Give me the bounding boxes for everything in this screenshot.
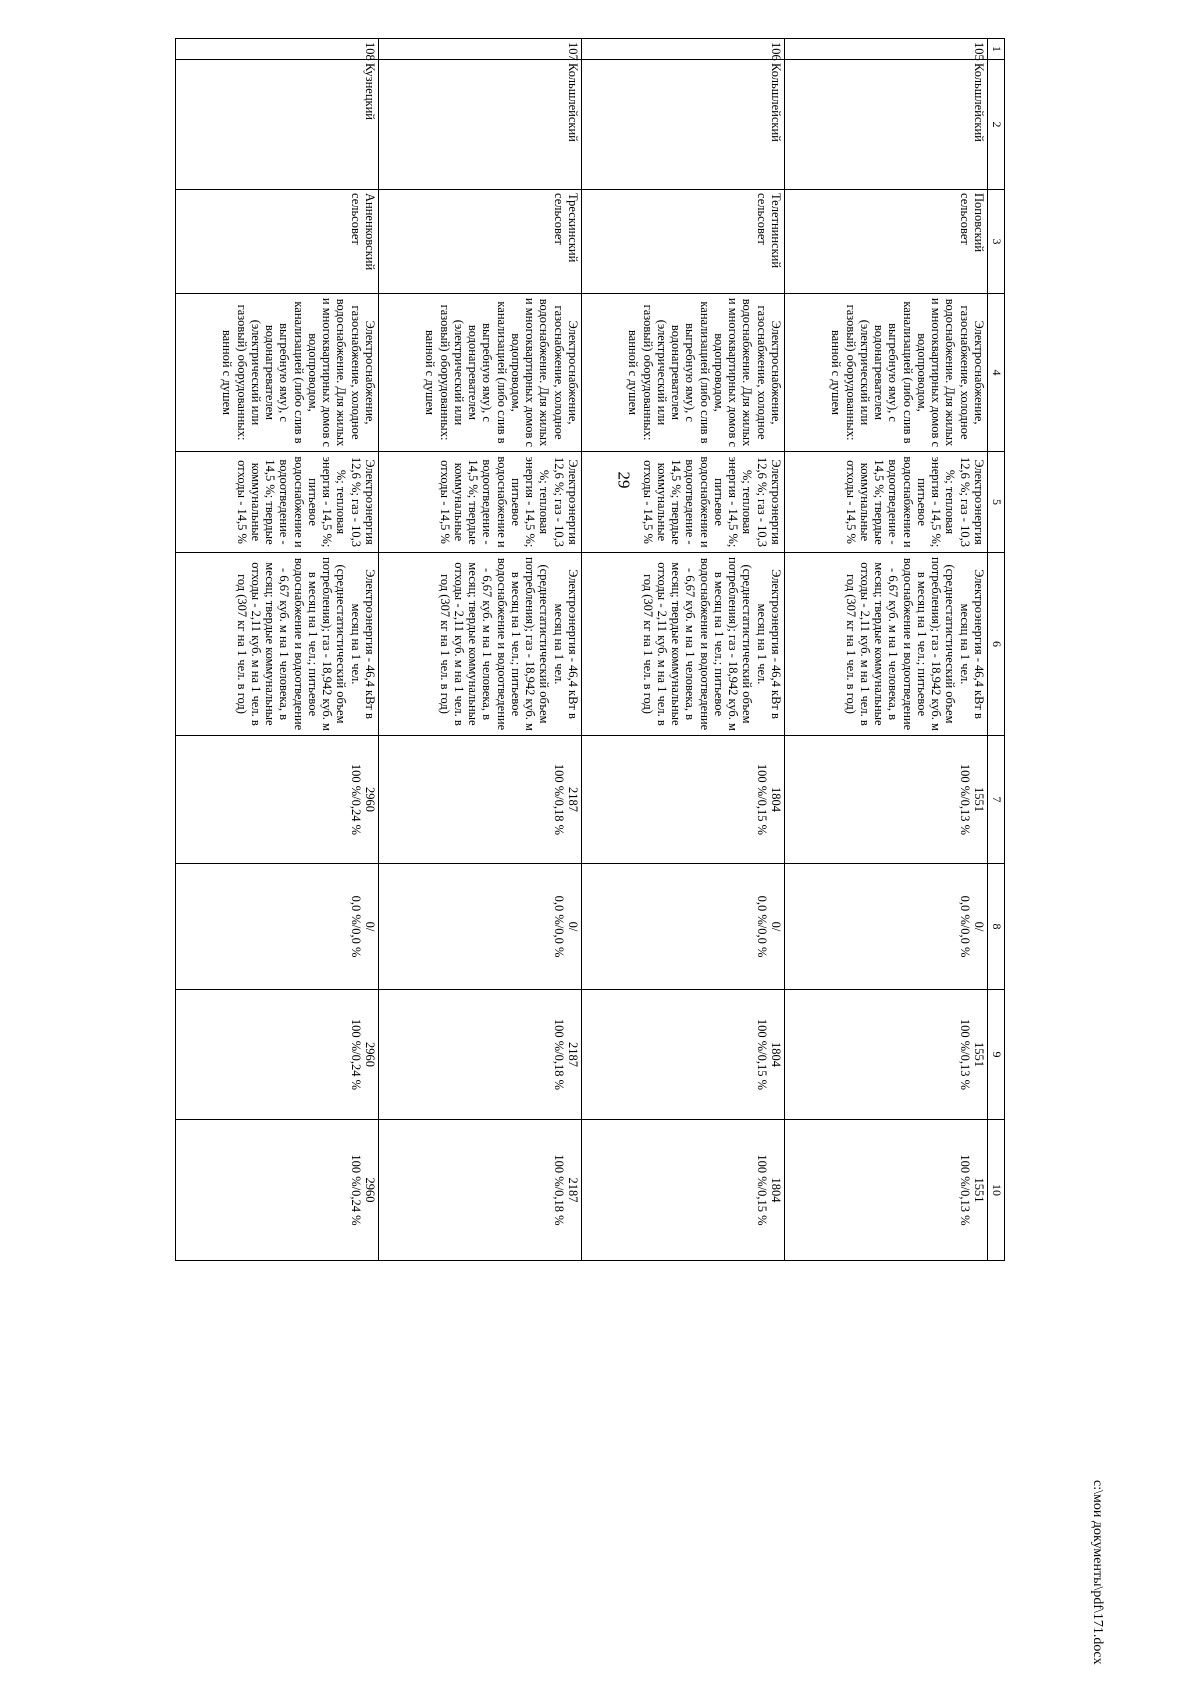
value-cell: 2187 100 %/0,18 % bbox=[378, 990, 581, 1120]
rotated-page bbox=[175, 38, 1005, 1260]
services-cell: Электроснабжение, газоснабжение, холодное водоснабжение. Для жилых и многоквартирных домов с водопроводом, канализацией (либо слив в выгребную яму), с водонагревателем (электрический или газовый) оборудованных: ванной с душем bbox=[176, 294, 379, 452]
value-cell: 1551 100 %/0,13 % bbox=[784, 736, 987, 864]
row-number: 108 bbox=[176, 39, 379, 60]
district-cell: Кольшлейский bbox=[784, 60, 987, 190]
value-cell: 2187 100 %/0,18 % bbox=[378, 1120, 581, 1261]
value-cell: 1804 100 %/0,15 % bbox=[581, 1120, 784, 1261]
norms-cell: Электроэнергия - 46,4 кВт в месяц на 1 чел. (среднестатистический объем потребления); газ - 18,942 куб. м в месяц на 1 чел.; питьевое водоснабжение и водоотведение - 6,67 куб. м на 1 человека, в месяц; твердые коммунальные отходы - 2,11 куб. м на 1 чел. в год (307 кг на 1 чел. в год) bbox=[784, 553, 987, 736]
norms-cell: Электроэнергия - 46,4 кВт в месяц на 1 чел. (среднестатистический объем потребления); газ - 18,942 куб. м в месяц на 1 чел.; питьевое водоснабжение и водоотведение - 6,67 куб. м на 1 человека, в месяц; твердые коммунальные отходы - 2,11 куб. м на 1 чел. в год (307 кг на 1 чел. в год) bbox=[581, 553, 784, 736]
council-cell: Телетнинский сельсовет bbox=[581, 190, 784, 294]
shares-cell: Электроэнергия 12,6 %; газ - 10,3 %; тепловая энергия - 14,5 %; питьевое водоснабжение и водоотведение - 14,5 %; твердые коммунальные отходы - 14,5 % bbox=[784, 452, 987, 553]
value-cell: 0/ 0,0 %/0,0 % bbox=[581, 864, 784, 990]
shares-cell: Электроэнергия 12,6 %; газ - 10,3 %; тепловая энергия - 14,5 %; питьевое водоснабжение и водоотведение - 14,5 %; твердые коммунальные отходы - 14,5 % bbox=[176, 452, 379, 553]
district-cell: Кольшлейский bbox=[581, 60, 784, 190]
col-header: 3 bbox=[987, 190, 1004, 294]
council-cell: Поповский сельсовет bbox=[784, 190, 987, 294]
value-cell: 1551 100 %/0,13 % bbox=[784, 990, 987, 1120]
row-number: 106 bbox=[581, 39, 784, 60]
value-cell: 2960 100 %/0,24 % bbox=[176, 736, 379, 864]
value-cell: 2960 100 %/0,24 % bbox=[176, 990, 379, 1120]
services-cell: Электроснабжение, газоснабжение, холодное водоснабжение. Для жилых и многоквартирных домов с водопроводом, канализацией (либо слив в выгребную яму), с водонагревателем (электрический или газовый) оборудованных: ванной с душем bbox=[784, 294, 987, 452]
services-cell: Электроснабжение, газоснабжение, холодное водоснабжение. Для жилых и многоквартирных домов с водопроводом, канализацией (либо слив в выгребную яму), с водонагревателем (электрический или газовый) оборудованных: ванной с душем bbox=[378, 294, 581, 452]
value-cell: 2960 100 %/0,24 % bbox=[176, 1120, 379, 1261]
page-number: 29 bbox=[614, 471, 634, 489]
col-header: 10 bbox=[987, 1120, 1004, 1261]
value-cell: 0/ 0,0 %/0,0 % bbox=[784, 864, 987, 990]
shares-cell: Электроэнергия 12,6 %; газ - 10,3 %; тепловая энергия - 14,5 %; питьевое водоснабжение и водоотведение - 14,5 %; твердые коммунальные отходы - 14,5 % bbox=[581, 452, 784, 553]
value-cell: 1804 100 %/0,15 % bbox=[581, 736, 784, 864]
district-cell: Кольшлейский bbox=[378, 60, 581, 190]
shares-cell: Электроэнергия 12,6 %; газ - 10,3 %; тепловая энергия - 14,5 %; питьевое водоснабжение и водоотведение - 14,5 %; твердые коммунальные отходы - 14,5 % bbox=[378, 452, 581, 553]
col-header: 8 bbox=[987, 864, 1004, 990]
norms-cell: Электроэнергия - 46,4 кВт в месяц на 1 чел. (среднестатистический объем потребления); газ - 18,942 куб. м в месяц на 1 чел.; питьевое водоснабжение и водоотведение - 6,67 куб. м на 1 человека, в месяц; твердые коммунальные отходы - 2,11 куб. м на 1 чел. в год (307 кг на 1 чел. в год) bbox=[378, 553, 581, 736]
col-header: 2 bbox=[987, 60, 1004, 190]
col-header: 6 bbox=[987, 553, 1004, 736]
value-cell: 0/ 0,0 %/0,0 % bbox=[378, 864, 581, 990]
column-number-row bbox=[987, 39, 1004, 1261]
col-header: 1 bbox=[987, 39, 1004, 60]
table-row bbox=[581, 39, 784, 1261]
value-cell: 0/ 0,0 %/0,0 % bbox=[176, 864, 379, 990]
tariff-table bbox=[175, 38, 1005, 1261]
col-header: 5 bbox=[987, 452, 1004, 553]
table-row bbox=[378, 39, 581, 1261]
file-path-footer: c:\мои документы\pdf\171.docx bbox=[1090, 1480, 1105, 1665]
col-header: 4 bbox=[987, 294, 1004, 452]
district-cell: Кузнецкий bbox=[176, 60, 379, 190]
table-row bbox=[176, 39, 379, 1261]
col-header: 9 bbox=[987, 990, 1004, 1120]
norms-cell: Электроэнергия - 46,4 кВт в месяц на 1 чел. (среднестатистический объем потребления); газ - 18,942 куб. м в месяц на 1 чел.; питьевое водоснабжение и водоотведение - 6,67 куб. м на 1 человека, в месяц; твердые коммунальные отходы - 2,11 куб. м на 1 чел. в год (307 кг на 1 чел. в год) bbox=[176, 553, 379, 736]
row-number: 107 bbox=[378, 39, 581, 60]
value-cell: 1551 100 %/0,13 % bbox=[784, 1120, 987, 1261]
value-cell: 2187 100 %/0,18 % bbox=[378, 736, 581, 864]
council-cell: Трескинский сельсовет bbox=[378, 190, 581, 294]
table-row bbox=[784, 39, 987, 1261]
row-number: 105 bbox=[784, 39, 987, 60]
col-header: 7 bbox=[987, 736, 1004, 864]
services-cell: Электроснабжение, газоснабжение, холодное водоснабжение. Для жилых и многоквартирных домов с водопроводом, канализацией (либо слив в выгребную яму), с водонагревателем (электрический или газовый) оборудованных: ванной с душем bbox=[581, 294, 784, 452]
council-cell: Анненковский сельсовет bbox=[176, 190, 379, 294]
value-cell: 1804 100 %/0,15 % bbox=[581, 990, 784, 1120]
